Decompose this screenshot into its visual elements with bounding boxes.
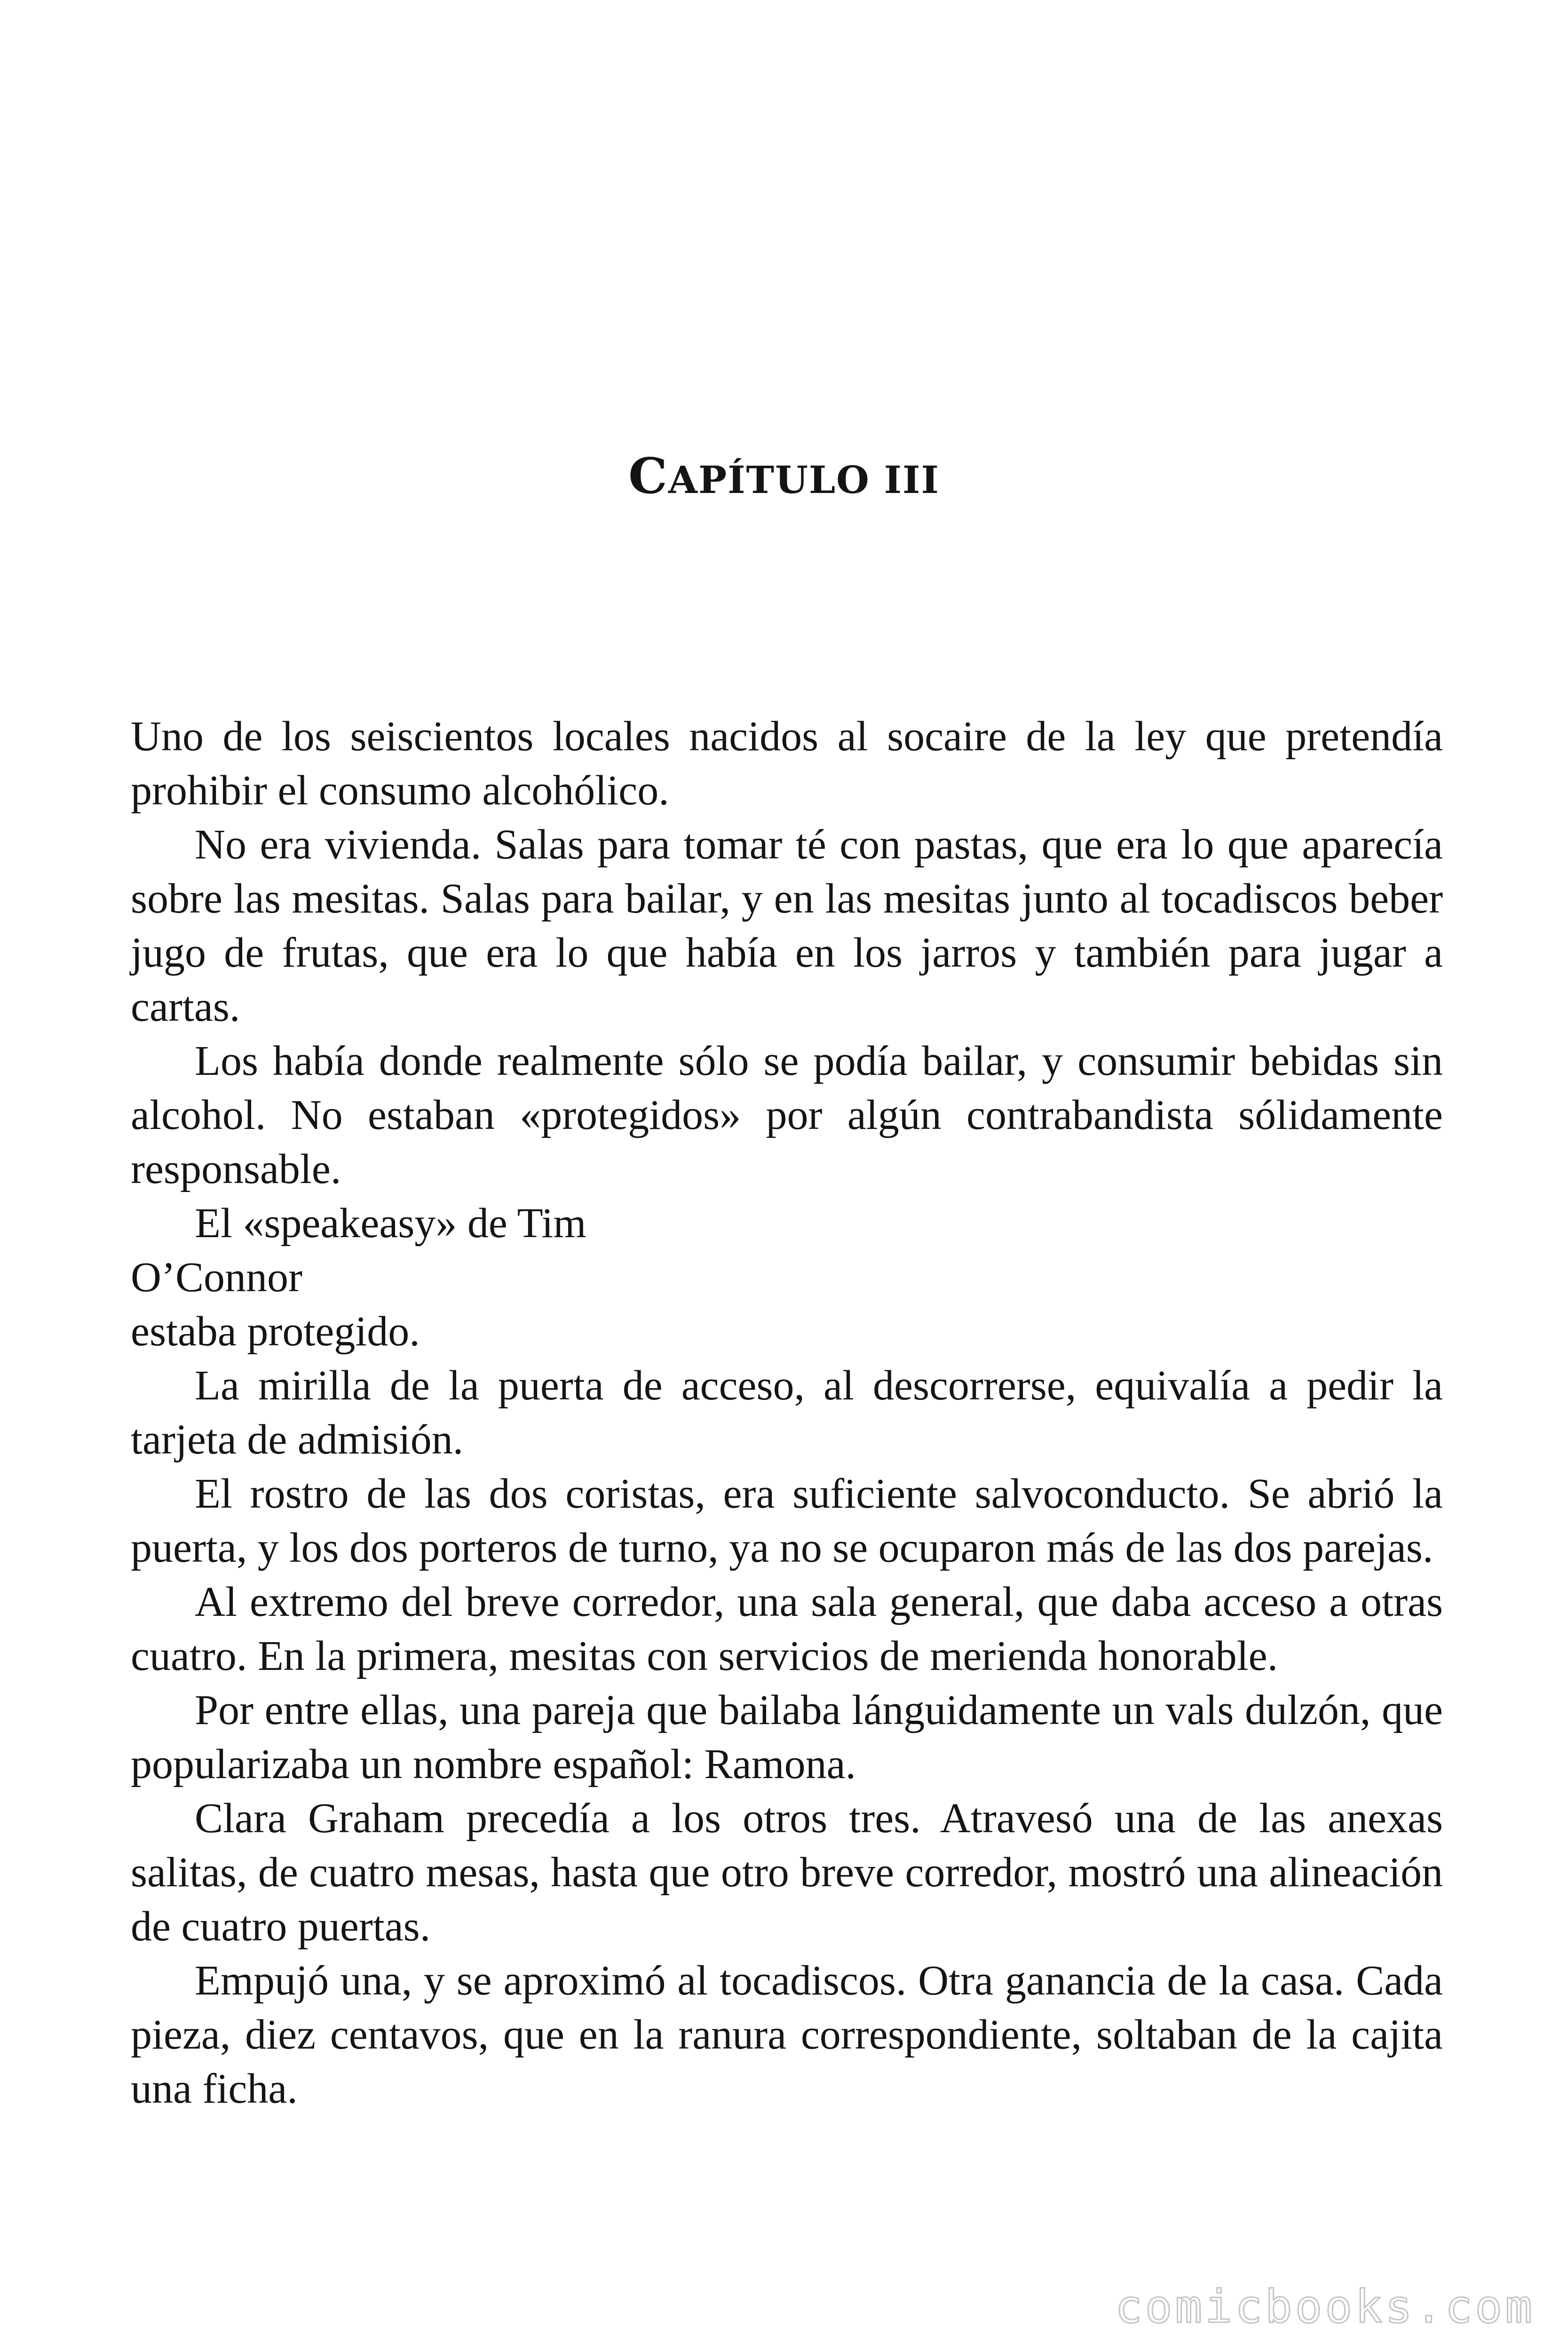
paragraph: estaba protegido. xyxy=(131,1308,420,1355)
paragraph: O’Connor xyxy=(131,1254,302,1301)
chapter-title-rest: APÍTULO III xyxy=(668,458,940,502)
paragraph: Al extremo del breve corredor, una sala general, que daba acceso a otras cuatro. En la primera, mesitas con servicios de merienda honorable. xyxy=(131,1579,1443,1679)
chapter-title xyxy=(0,447,1568,506)
paragraph: Por entre ellas, una pareja que bailaba lánguidamente un vals dulzón, que popularizaba un nombre español: Ramona. xyxy=(131,1687,1443,1788)
paragraph: Empujó una, y se aproximó al tocadiscos. Otra ganancia de la casa. Cada pieza, diez centavos, que en la ranura correspondiente, soltaban de la cajita una ficha. xyxy=(131,1957,1443,2112)
paragraph: El «speakeasy» de Tim xyxy=(195,1200,586,1247)
paragraph: Los había donde realmente sólo se podía bailar, y consumir bebidas sin alcohol. No estaban «protegidos» por algún contrabandista sólidamente responsable. xyxy=(131,1038,1443,1192)
paragraph: Clara Graham precedía a los otros tres. Atravesó una de las anexas salitas, de cuatro mesas, hasta que otro breve corredor, mostró una alineación de cuatro puertas. xyxy=(131,1795,1443,1950)
paragraph: No era vivienda. Salas para tomar té con pastas, que era lo que aparecía sobre las mesitas. Salas para bailar, y en las mesitas junto al tocadiscos beber jugo de frutas, que era lo que había en los jarros y también para jugar a cartas. xyxy=(131,821,1443,1030)
chapter-body xyxy=(131,709,1443,2116)
paragraph: La mirilla de la puerta de acceso, al descorrerse, equivalía a pedir la tarjeta de admisión. xyxy=(131,1362,1443,1463)
paragraph: Uno de los seiscientos locales nacidos al socaire de la ley que pretendía prohibir el consumo alcohólico. xyxy=(131,713,1443,814)
watermark: comicbooks.com xyxy=(1115,2280,1535,2333)
paragraph: El rostro de las dos coristas, era suficiente salvoconducto. Se abrió la puerta, y los dos porteros de turno, ya no se ocuparon más de las dos parejas. xyxy=(131,1470,1443,1571)
chapter-title-lead: C xyxy=(628,447,668,505)
